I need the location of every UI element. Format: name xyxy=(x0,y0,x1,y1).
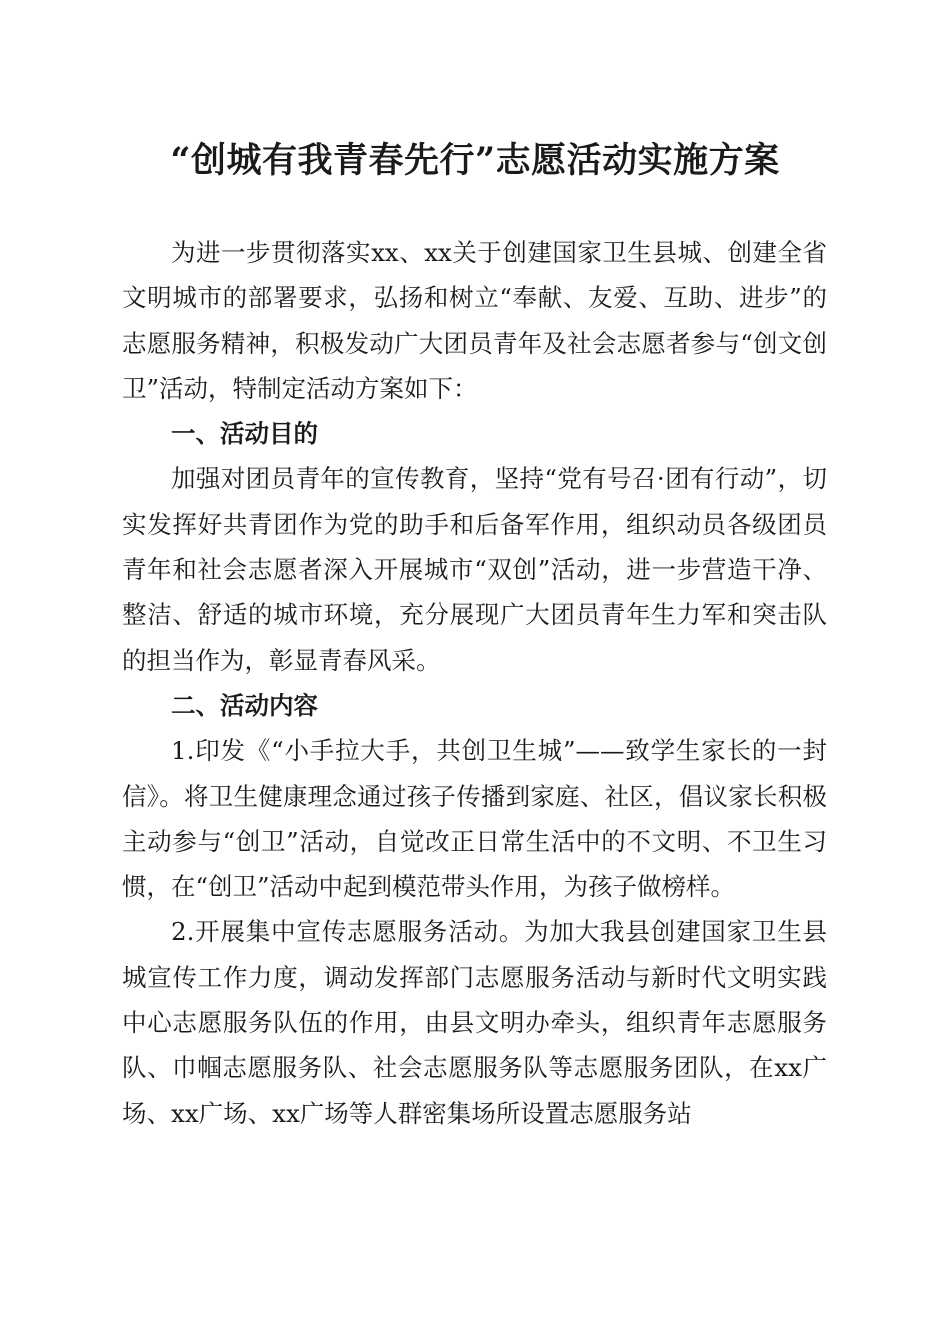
content-item-1: 1.印发《“小手拉大手，共创卫生城”——致学生家长的一封信》。将卫生健康理念通过孩子传播到家庭、社区，倡议家长积极主动参与“创卫”活动，自觉改正日常生活中的不文明、不卫生习惯，在“创卫”活动中起到模范带头作用，为孩子做榜样。 xyxy=(122,736,827,902)
document-title: “创城有我青春先行”志愿活动实施方案 xyxy=(170,140,780,181)
intro-paragraph: 为进一步贯彻落实xx、xx关于创建国家卫生县城、创建全省文明城市的部署要求，弘扬和树立“奉献、友爱、互助、进步”的志愿服务精神，积极发动广大团员青年及社会志愿者参与“创文创卫”活动，特制定活动方案如下： xyxy=(122,238,827,403)
content-item-2: 2.开展集中宣传志愿服务活动。为加大我县创建国家卫生县城宣传工作力度，调动发挥部门志愿服务活动与新时代文明实践中心志愿服务队伍的作用，由县文明办牵头，组织青年志愿服务队、巾帼志愿服务队、社会志愿服务队等志愿服务团队，在xx广场、xx广场、xx广场等人群密集场所设置志愿服务站 xyxy=(122,917,827,1128)
section-heading-content: 二、活动内容 xyxy=(171,690,318,720)
document-body xyxy=(122,230,827,1136)
section-heading-purpose: 一、活动目的 xyxy=(171,419,318,449)
purpose-paragraph: 加强对团员青年的宣传教育，坚持“党有号召·团有行动”，切实发挥好共青团作为党的助手和后备军作用，组织动员各级团员青年和社会志愿者深入开展城市“双创”活动，进一步营造干净、整洁、舒适的城市环境，充分展现广大团员青年生力军和突击队的担当作为，彰显青春风采。 xyxy=(122,464,827,675)
